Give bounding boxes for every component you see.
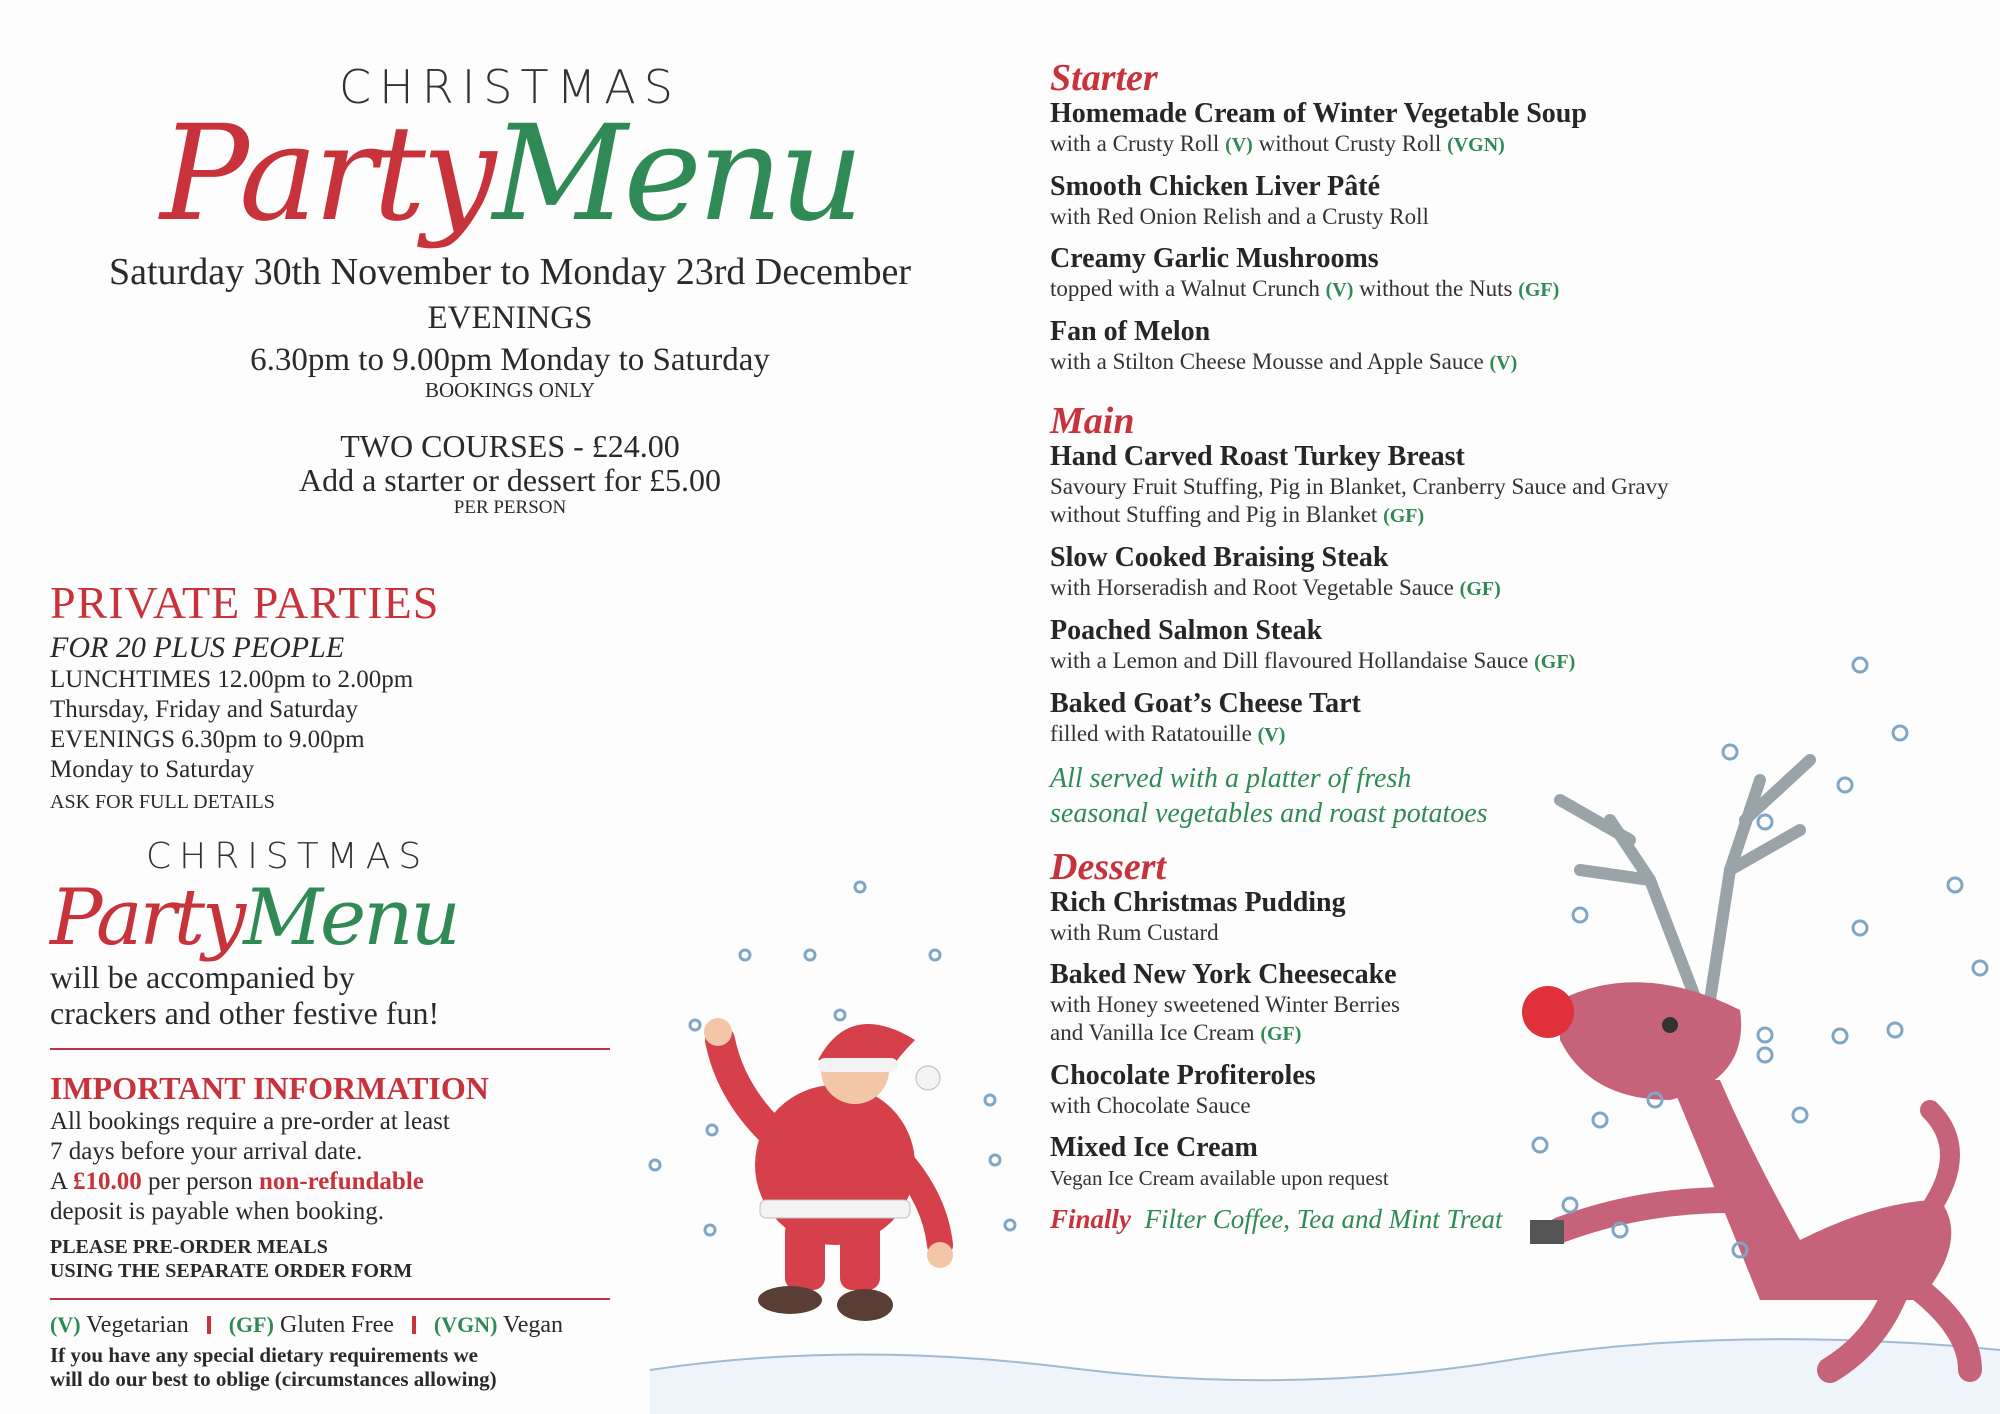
dish-name: Baked New York Cheesecake xyxy=(1050,959,1397,990)
desc-text: without the Nuts xyxy=(1359,276,1513,301)
dessert-heading: Dessert xyxy=(1050,846,1167,888)
diet-tag: (V) xyxy=(1325,279,1354,301)
dish-name: Chocolate Profiteroles xyxy=(1050,1060,1316,1091)
accompanied-line-1: will be accompanied by xyxy=(50,959,355,995)
private-parties-sub: FOR 20 PLUS PEOPLE xyxy=(50,631,345,664)
hero-block xyxy=(40,60,980,519)
non-refundable-text: non-refundable xyxy=(259,1168,424,1195)
finally-label: Finally xyxy=(1050,1204,1132,1234)
party-word: Party xyxy=(160,97,493,251)
dish-description xyxy=(1050,130,1950,159)
lunch-days-line: Thursday, Friday and Saturday xyxy=(50,696,359,723)
diet-tag: (GF) xyxy=(1518,279,1560,301)
santa-illustration-icon xyxy=(690,1000,1030,1340)
dish-item xyxy=(1050,98,1950,159)
evening-days-line: Monday to Saturday xyxy=(50,756,255,783)
starter-heading: Starter xyxy=(1050,57,1158,99)
important-line-3 xyxy=(50,1167,630,1197)
ask-details: ASK FOR FULL DETAILS xyxy=(50,791,275,813)
legend-gf-tag: (GF) xyxy=(228,1312,274,1337)
dish-name: Homemade Cream of Winter Vegetable Soup xyxy=(1050,98,1587,129)
menu-word: Menu xyxy=(492,97,860,251)
dish-name: Creamy Garlic Mushrooms xyxy=(1050,243,1379,274)
private-evenings-line: EVENINGS 6.30pm to 9.00pm xyxy=(50,726,365,753)
desc-text: topped with a Walnut Crunch xyxy=(1050,276,1320,301)
evenings-heading: EVENINGS xyxy=(427,300,593,336)
desc-text: with a Lemon and Dill flavoured Hollandaise Sauce xyxy=(1050,648,1529,673)
desc-text: with Horseradish and Root Vegetable Sauce xyxy=(1050,575,1454,600)
dish-description xyxy=(1050,275,1950,304)
desc-text: without Crusty Roll xyxy=(1258,131,1442,156)
diet-tag: (V) xyxy=(1225,134,1253,156)
dish-item xyxy=(1050,441,1950,530)
diet-tag: (GF) xyxy=(1534,651,1576,673)
important-line-4: deposit is payable when booking. xyxy=(50,1198,384,1225)
dish-description: with Rum Custard xyxy=(1050,920,1219,945)
dish-item xyxy=(1050,542,1950,603)
two-courses-price: TWO COURSES - £24.00 xyxy=(340,428,680,464)
deposit-price: £10.00 xyxy=(72,1168,142,1195)
legend-separator xyxy=(412,1316,416,1334)
pre-order-line-1: PLEASE PRE-ORDER MEALS xyxy=(50,1236,328,1258)
important-heading: IMPORTANT INFORMATION xyxy=(50,1070,489,1106)
dish-item xyxy=(1050,243,1950,304)
legend-v-tag: (V) xyxy=(50,1312,81,1337)
diet-legend xyxy=(50,1312,650,1391)
dish-name: Slow Cooked Braising Steak xyxy=(1050,542,1389,573)
desc-text: and Vanilla Ice Cream xyxy=(1050,1020,1255,1045)
dietary-note-2: will do our best to oblige (circumstances allowing) xyxy=(50,1367,497,1391)
dish-item xyxy=(1050,615,1950,676)
text-a: A xyxy=(50,1168,67,1195)
finally-text: Filter Coffee, Tea and Mint Treat xyxy=(1144,1204,1503,1234)
christmas-heading-2: CHRISTMAS xyxy=(146,836,430,877)
party-menu-block-2 xyxy=(50,836,610,1031)
dish-description: Savoury Fruit Stuffing, Pig in Blanket, Cranberry Sauce and Gravy xyxy=(1050,474,1669,499)
desc-text: without Stuffing and Pig in Blanket xyxy=(1050,502,1378,527)
reindeer-illustration-icon xyxy=(1500,680,2000,1400)
legend-gf-label: Gluten Free xyxy=(279,1312,394,1338)
dish-name: Smooth Chicken Liver Pâté xyxy=(1050,171,1381,202)
legend-row xyxy=(50,1312,650,1339)
per-person: PER PERSON xyxy=(453,497,567,518)
dish-name: Baked Goat’s Cheese Tart xyxy=(1050,688,1361,719)
desc-text: with a Stilton Cheese Mousse and Apple Sauce xyxy=(1050,349,1484,374)
dish-description: with Chocolate Sauce xyxy=(1050,1093,1251,1118)
dish-description xyxy=(1050,647,1950,676)
party-word-2: Party xyxy=(50,873,244,963)
diet-tag: (V) xyxy=(1489,352,1518,374)
legend-v-label: Vegetarian xyxy=(86,1312,189,1338)
legend-vgn-label: Vegan xyxy=(503,1312,564,1338)
dish-item xyxy=(1050,171,1950,231)
private-parties-heading: PRIVATE PARTIES xyxy=(50,577,440,628)
dish-name: Hand Carved Roast Turkey Breast xyxy=(1050,441,1465,472)
important-info-block xyxy=(50,1070,630,1283)
bookings-only: BOOKINGS ONLY xyxy=(425,378,595,402)
dates-line: Saturday 30th November to Monday 23rd December xyxy=(108,251,911,293)
dish-description-alt xyxy=(1050,501,1950,530)
diet-tag: (V) xyxy=(1257,724,1286,746)
evening-times: 6.30pm to 9.00pm Monday to Saturday xyxy=(250,342,770,378)
party-menu-title xyxy=(40,97,980,251)
dish-name: Mixed Ice Cream xyxy=(1050,1132,1258,1163)
important-line-2: 7 days before your arrival date. xyxy=(50,1138,363,1165)
divider-2 xyxy=(50,1298,610,1300)
diet-tag: (GF) xyxy=(1383,505,1425,527)
accompanied-line-2: crackers and other festive fun! xyxy=(50,995,440,1031)
served-line-1: All served with a platter of fresh xyxy=(1050,763,1412,794)
dish-item xyxy=(1050,316,1950,377)
dish-description xyxy=(1050,348,1950,377)
legend-vgn-tag: (VGN) xyxy=(433,1312,498,1337)
dish-description xyxy=(1050,574,1950,603)
dietary-note-1: If you have any special dietary requirements we xyxy=(50,1343,478,1367)
important-line-1: All bookings require a pre-order at least xyxy=(50,1108,450,1135)
lunchtimes-line: LUNCHTIMES 12.00pm to 2.00pm xyxy=(50,666,414,693)
diet-tag: (VGN) xyxy=(1447,134,1505,156)
party-menu-title-2 xyxy=(50,873,610,963)
dish-description: with Red Onion Relish and a Crusty Roll xyxy=(1050,204,1429,229)
served-line-2: seasonal vegetables and roast potatoes xyxy=(1050,798,1488,829)
desc-text: filled with Ratatouille xyxy=(1050,721,1252,746)
add-course-price: Add a starter or dessert for £5.00 xyxy=(298,462,722,498)
dish-name: Fan of Melon xyxy=(1050,316,1211,347)
diet-tag: (GF) xyxy=(1459,578,1501,600)
dish-description: Vegan Ice Cream available upon request xyxy=(1050,1166,1389,1190)
pre-order-line-2: USING THE SEPARATE ORDER FORM xyxy=(50,1260,413,1282)
desc-text: with a Crusty Roll xyxy=(1050,131,1220,156)
diet-tag: (GF) xyxy=(1260,1023,1302,1045)
dish-name: Poached Salmon Steak xyxy=(1050,615,1323,646)
christmas-heading: CHRISTMAS xyxy=(339,60,681,114)
divider-1 xyxy=(50,1048,610,1050)
private-parties-block xyxy=(50,576,610,814)
per-person-text: per person xyxy=(147,1168,253,1195)
menu-word-2: Menu xyxy=(243,873,458,963)
dish-description: with Honey sweetened Winter Berries xyxy=(1050,992,1400,1017)
main-heading: Main xyxy=(1050,400,1135,442)
legend-separator xyxy=(207,1316,211,1334)
dish-name: Rich Christmas Pudding xyxy=(1050,887,1346,918)
